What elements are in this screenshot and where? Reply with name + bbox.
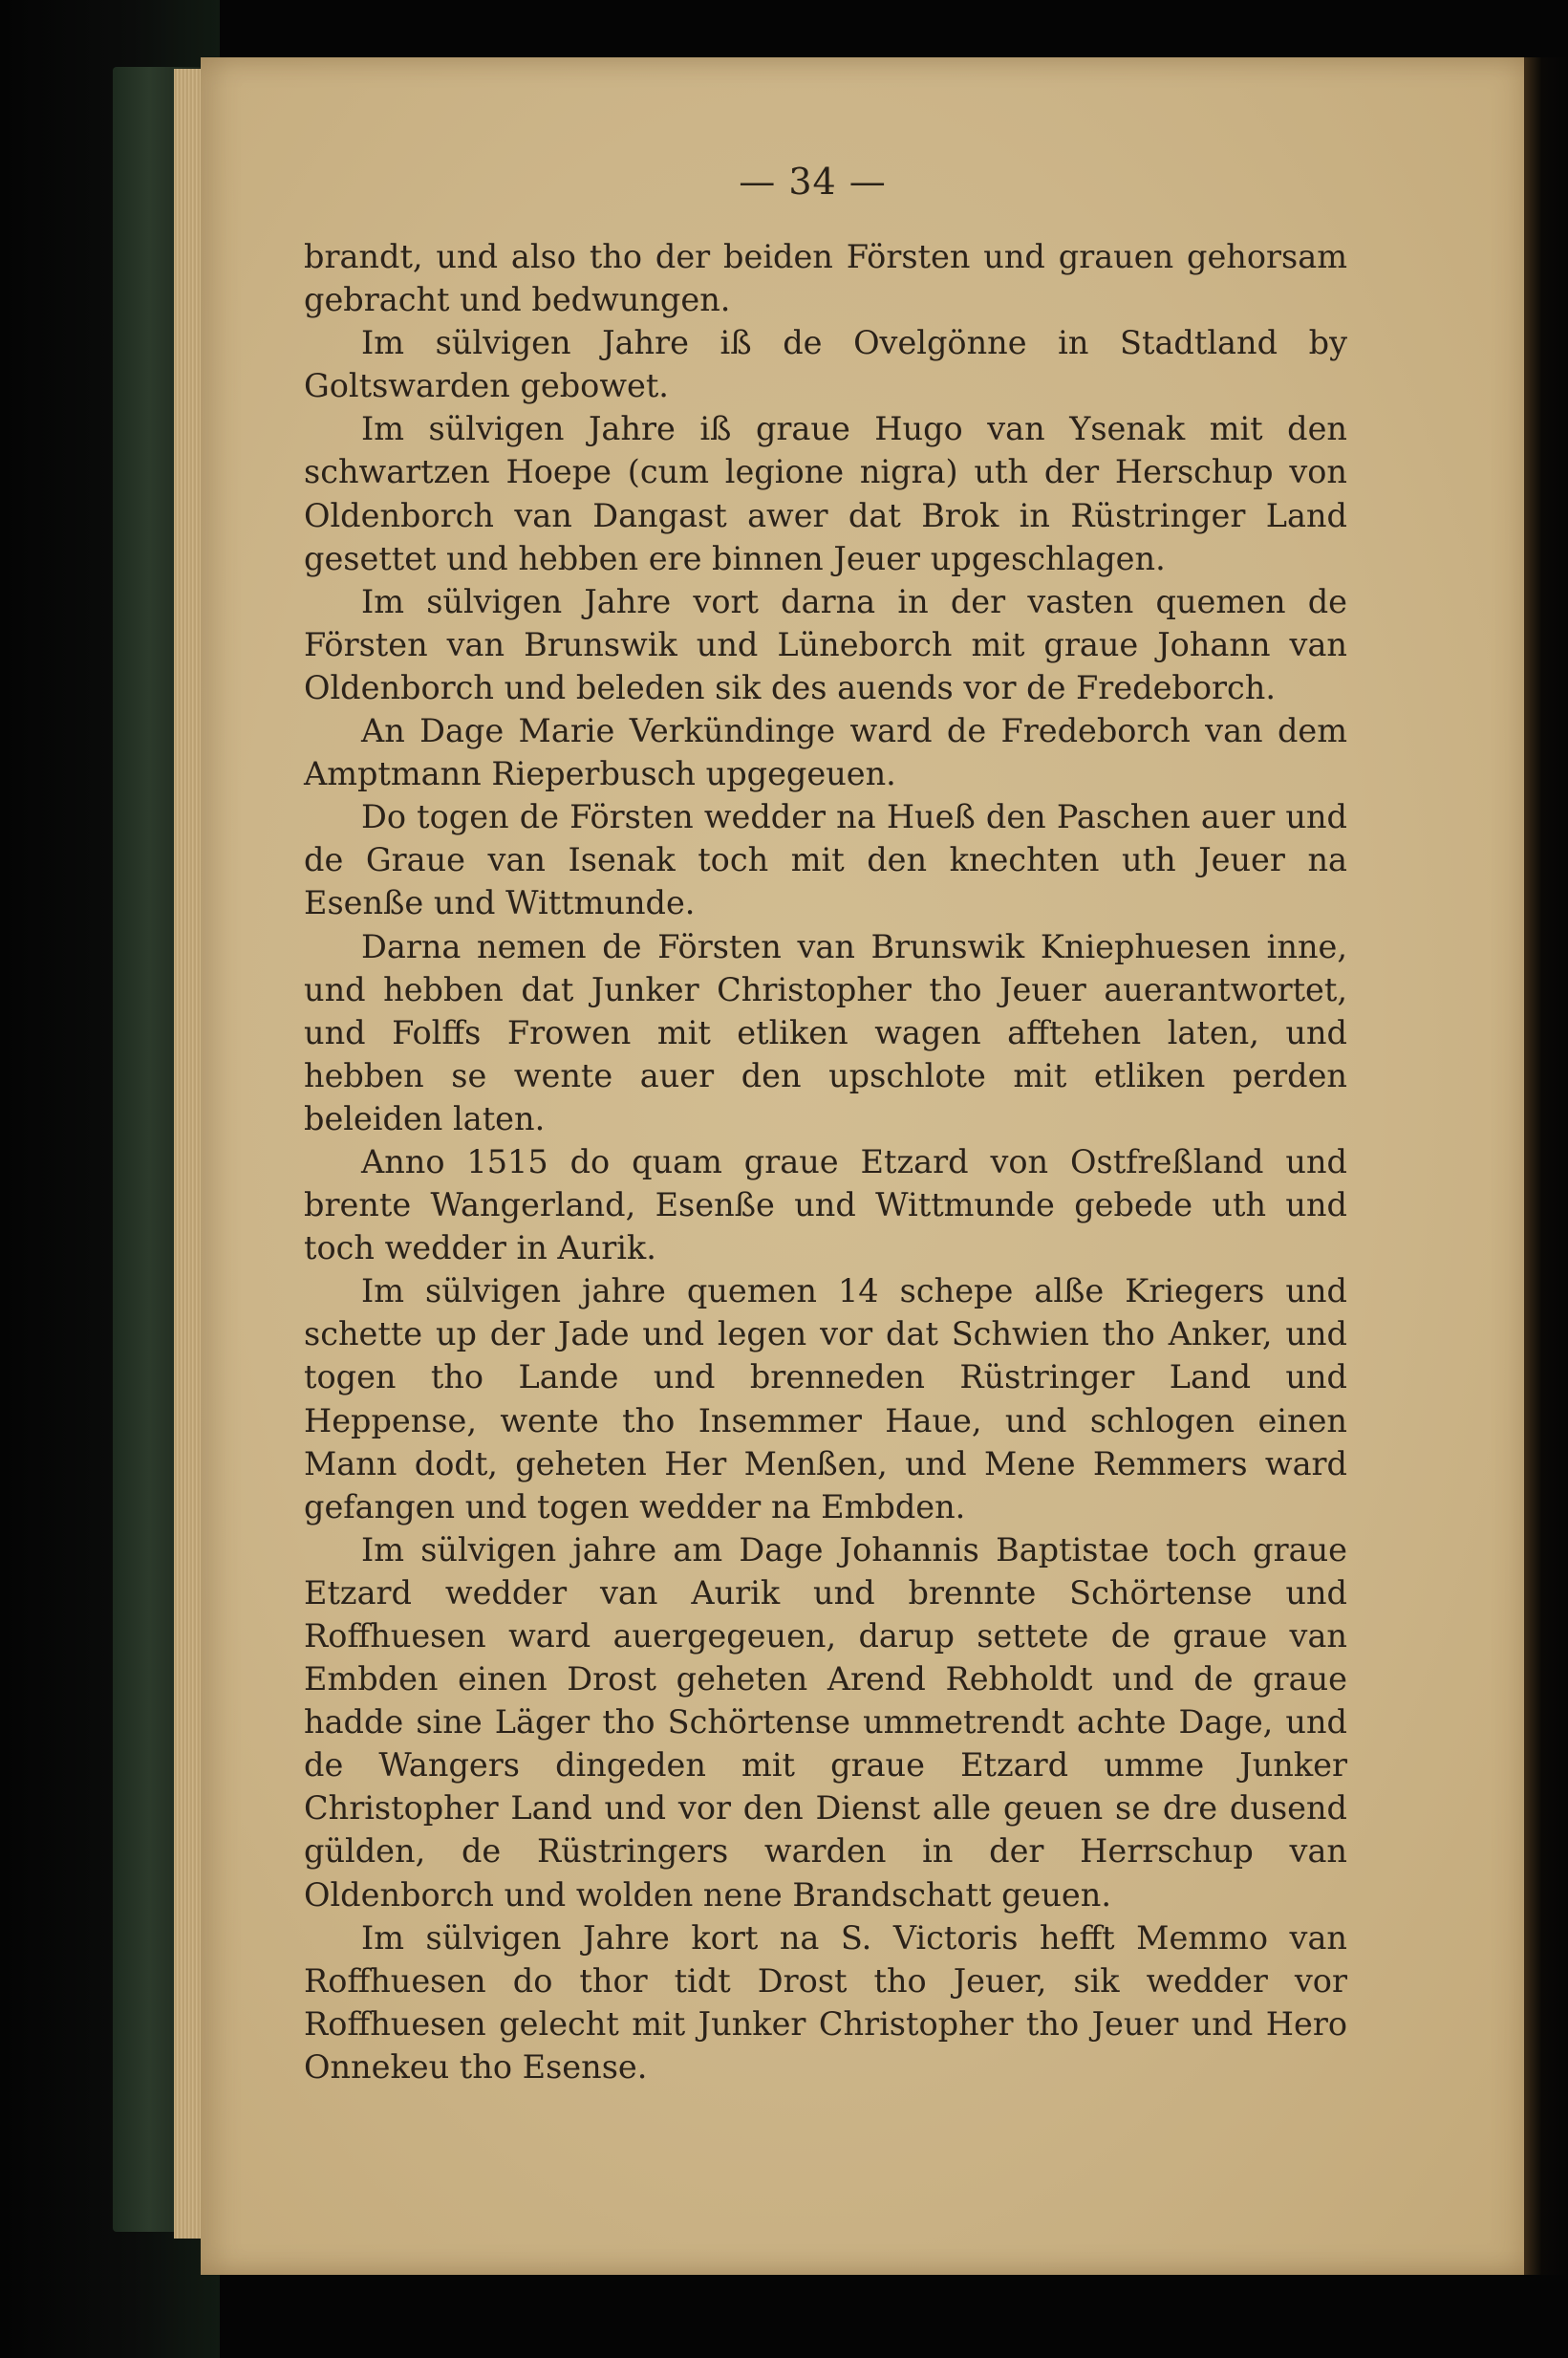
page-number: — 34 — xyxy=(739,161,887,203)
paragraph: Anno 1515 do quam graue Etzard von Ostfreßland und brente Wangerland, Esenße und Wittmunde gebede uth und toch wedder in Aurik. xyxy=(304,1142,1347,1267)
body-text xyxy=(304,235,1347,2088)
page-right-edge xyxy=(1524,57,1568,2275)
paragraph: An Dage Marie Verkündinge ward de Fredeborch van dem Amptmann Rieperbusch upgegeuen. xyxy=(304,712,1347,793)
paragraph: Darna nemen de Försten van Brunswik Kniephuesen inne, und hebben dat Junker Christopher tho Jeuer auerantwortet, und Folffs Frowen mit etliken wagen afftehen laten, und hebben se wente auer den upschlote mit etliken perden beleiden laten. xyxy=(304,927,1347,1137)
paragraph: Im sülvigen Jahre kort na S. Victoris hefft Memmo van Roffhuesen do thor tidt Drost tho Jeuer, sik wedder vor Roffhuesen gelecht mit Junker Christopher tho Jeuer und Hero Onnekeu tho Esense. xyxy=(304,1918,1347,2086)
paragraph: Im sülvigen Jahre iß de Ovelgönne in Stadtland by Goltswarden gebowet. xyxy=(304,324,1347,405)
paragraph: Im sülvigen jahre am Dage Johannis Baptistae toch graue Etzard wedder van Aurik und brennte Schörtense und Roffhuesen ward auergegeuen, darup settete de graue van Embden einen Drost geheten Arend Rebholdt und de graue hadde sine Läger tho Schörtense ummetrendt achte Dage, und de Wangers dingeden mit graue Etzard umme Junker Christopher Land und vor den Dienst alle geuen se dre dusend gülden, de Rüstringers warden in der Herrschup van Oldenborch und wolden nene Brandschatt geuen. xyxy=(304,1530,1347,1914)
paragraph: Im sülvigen jahre quemen 14 schepe alße Kriegers und schette up der Jade und legen vor dat Schwien tho Anker, und togen tho Lande und brenneden Rüstringer Land und Heppense, wente tho Insemmer Haue, und schlogen einen Mann dodt, geheten Her Menßen, und Mene Remmers ward gefangen und togen wedder na Embden. xyxy=(304,1272,1347,1525)
paragraph: Im sülvigen Jahre iß graue Hugo van Ysenak mit den schwartzen Hoepe (cum legione nigra) uth der Herschup von Oldenborch van Dangast awer dat Brok in Rüstringer Land gesettet und hebben ere binnen Jeuer upgeschlagen. xyxy=(304,410,1347,577)
paragraph: Im sülvigen Jahre vort darna in der vasten quemen de Försten van Brunswik und Lüneborch mit graue Johann van Oldenborch und beleden sik des auends vor de Fredeborch. xyxy=(304,582,1347,706)
paragraph: Do togen de Försten wedder na Hueß den Paschen auer und de Graue van Isenak toch mit den knechten uth Jeuer na Esenße und Wittmunde. xyxy=(304,798,1347,922)
page-stack-edge xyxy=(174,69,203,2239)
paragraph: brandt, und also tho der beiden Försten und grauen gehorsam gebracht und bedwungen. xyxy=(304,238,1347,319)
